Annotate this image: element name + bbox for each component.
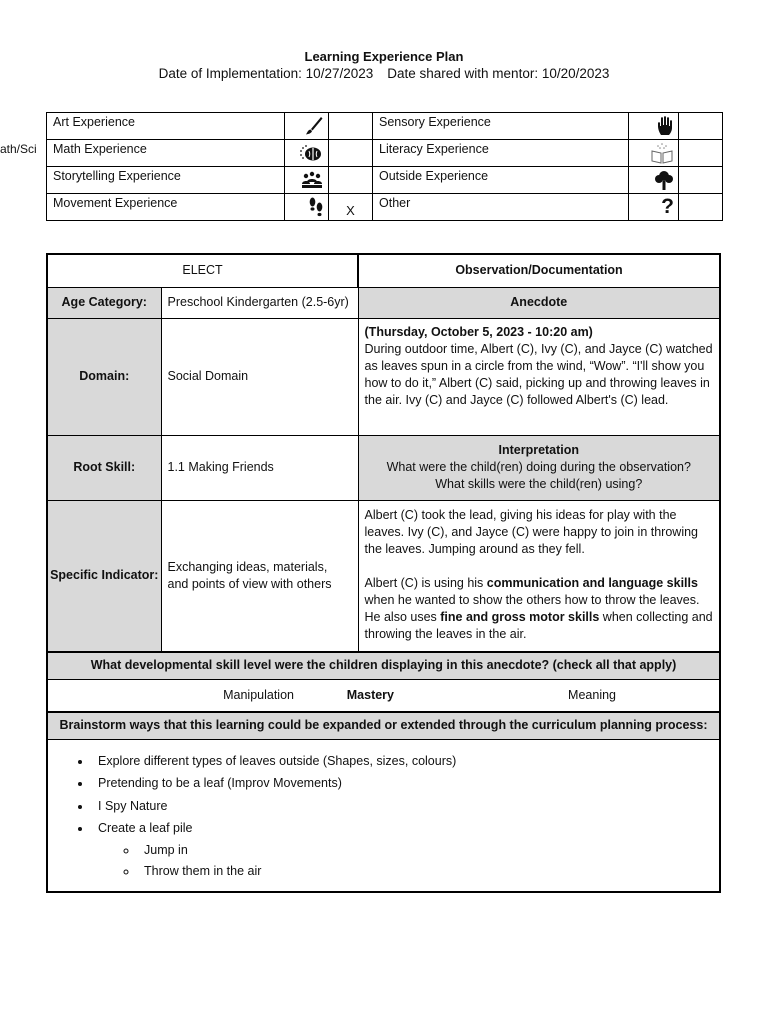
indicator-row bbox=[47, 500, 720, 652]
elect-observation-table bbox=[46, 253, 721, 893]
root-skill-row bbox=[47, 435, 720, 500]
interp-text: when he wanted to show the others how to throw the leaves. He also uses bbox=[364, 592, 700, 624]
age-row bbox=[47, 287, 720, 318]
open-book-icon bbox=[629, 140, 679, 167]
storytelling-experience-check[interactable] bbox=[329, 167, 373, 194]
mentor-date bbox=[387, 66, 609, 81]
communication-skill-emphasis: communication and language skills bbox=[486, 575, 698, 590]
domain-value: Social Domain bbox=[161, 318, 358, 435]
interpretation-question-2: What skills were the child(ren) using? bbox=[435, 477, 643, 491]
anecdote-header: Anecdote bbox=[358, 287, 720, 318]
interp-text: when collecting and throwing the leaves in the air. bbox=[364, 609, 713, 641]
outside-experience-label: Outside Experience bbox=[373, 167, 629, 194]
clipped-side-label: ath/Sci bbox=[0, 142, 37, 156]
literacy-experience-check[interactable] bbox=[679, 140, 723, 167]
sensory-experience-check[interactable] bbox=[679, 113, 723, 140]
experience-row bbox=[47, 113, 723, 140]
other-experience-label: Other bbox=[373, 194, 629, 221]
brainstorm-question-row bbox=[47, 712, 720, 739]
sublist-item: ◦ Throw them in the air bbox=[138, 861, 713, 883]
literacy-experience-label: Literacy Experience bbox=[373, 140, 629, 167]
art-experience-label: Art Experience bbox=[47, 113, 285, 140]
question-icon bbox=[629, 194, 679, 221]
interpretation-question-1: What were the child(ren) doing during the observation? bbox=[386, 460, 691, 474]
math-experience-label: Math Experience bbox=[47, 140, 285, 167]
domain-row bbox=[47, 318, 720, 435]
sublist-item: ◦ Jump in bbox=[138, 840, 713, 862]
interpretation-paragraph-1: Albert (C) took the lead, giving his ideas for play with the leaves. Ivy (C), and Jayce (C) were happy to join in throwing the leaves. Jumping around as they fell. bbox=[364, 507, 698, 556]
document-header bbox=[0, 48, 768, 83]
observation-header: Observation/Documentation bbox=[358, 254, 720, 287]
hand-icon bbox=[629, 113, 679, 140]
root-skill-value: 1.1 Making Friends bbox=[161, 435, 358, 500]
specific-indicator-label: Specific Indicator: bbox=[47, 500, 161, 652]
motor-skill-emphasis: fine and gross motor skills bbox=[440, 609, 600, 624]
question-symbol: ? bbox=[661, 195, 674, 218]
skill-question-row bbox=[47, 652, 720, 679]
elect-header: ELECT bbox=[47, 254, 358, 287]
meaning-option[interactable]: Meaning bbox=[568, 687, 616, 702]
movement-experience-check[interactable]: X bbox=[329, 194, 373, 221]
anecdote-text: During outdoor time, Albert (C), Ivy (C), and Jayce (C) watched as leaves spun in a circle from the wind, “Wow”. “I'll show you how to do it,” Albert (C) said, picking up and throwing leaves in the air. Ivy (C) and Jayce (C) followed Albert's (C) lead. bbox=[364, 341, 713, 407]
implementation-date bbox=[159, 66, 374, 81]
mentor-value: 10/20/2023 bbox=[541, 66, 610, 81]
movement-experience-label: Movement Experience bbox=[47, 194, 285, 221]
interpretation-cell bbox=[358, 500, 720, 652]
art-experience-check[interactable] bbox=[329, 113, 373, 140]
age-category-value: Preschool Kindergarten (2.5-6yr) bbox=[161, 287, 358, 318]
outside-experience-check[interactable] bbox=[679, 167, 723, 194]
age-category-label: Age Category: bbox=[47, 287, 161, 318]
list-item: • I Spy Nature bbox=[92, 795, 713, 818]
brainstorm-question: Brainstorm ways that this learning could be expanded or extended through the curriculum planning process: bbox=[47, 712, 720, 739]
tree-icon bbox=[629, 167, 679, 194]
experience-table bbox=[46, 112, 723, 221]
group-icon bbox=[285, 167, 329, 194]
math-experience-check[interactable] bbox=[329, 140, 373, 167]
interpretation-header: Interpretation bbox=[498, 443, 580, 457]
interp-text: Albert (C) is using his bbox=[364, 575, 487, 590]
list-item: • Explore different types of leaves outside (Shapes, sizes, colours) bbox=[92, 750, 713, 773]
interpretation-paragraph-2 bbox=[365, 575, 714, 643]
anecdote-cell bbox=[358, 318, 720, 435]
experience-row bbox=[47, 167, 723, 194]
manipulation-option[interactable]: Manipulation bbox=[223, 687, 294, 702]
header-row bbox=[47, 254, 720, 287]
brainstorm-sublist bbox=[98, 840, 713, 883]
anecdote-date: (Thursday, October 5, 2023 - 10:20 am) bbox=[364, 324, 593, 339]
brainstorm-list-row bbox=[47, 739, 720, 892]
specific-indicator-value: Exchanging ideas, materials, and points of view with others bbox=[161, 500, 358, 652]
implementation-value: 10/27/2023 bbox=[305, 66, 374, 81]
other-experience-check[interactable] bbox=[679, 194, 723, 221]
document-title: Learning Experience Plan bbox=[304, 49, 464, 64]
implementation-label: Date of Implementation: bbox=[158, 66, 302, 81]
experience-row bbox=[47, 140, 723, 167]
list-item bbox=[92, 817, 713, 883]
root-skill-label: Root Skill: bbox=[47, 435, 161, 500]
mastery-option[interactable]: Mastery bbox=[346, 687, 394, 702]
skill-level-question: What developmental skill level were the children displaying in this anecdote? (check all that apply) bbox=[47, 652, 720, 679]
interpretation-header-cell bbox=[358, 435, 720, 500]
experience-row bbox=[47, 194, 723, 221]
mentor-label: Date shared with mentor: bbox=[387, 66, 539, 81]
brain-icon bbox=[285, 140, 329, 167]
paintbrush-icon bbox=[285, 113, 329, 140]
domain-label: Domain: bbox=[47, 318, 161, 435]
list-item: • Pretending to be a leaf (Improv Movements) bbox=[92, 772, 713, 795]
list-item-text: Create a leaf pile bbox=[98, 821, 193, 835]
brainstorm-list-cell bbox=[47, 739, 720, 892]
sensory-experience-label: Sensory Experience bbox=[373, 113, 629, 140]
skill-options bbox=[47, 679, 720, 712]
date-line bbox=[0, 65, 768, 83]
footprints-icon bbox=[285, 194, 329, 221]
brainstorm-list bbox=[54, 750, 713, 883]
storytelling-experience-label: Storytelling Experience bbox=[47, 167, 285, 194]
skill-options-row bbox=[47, 679, 720, 712]
